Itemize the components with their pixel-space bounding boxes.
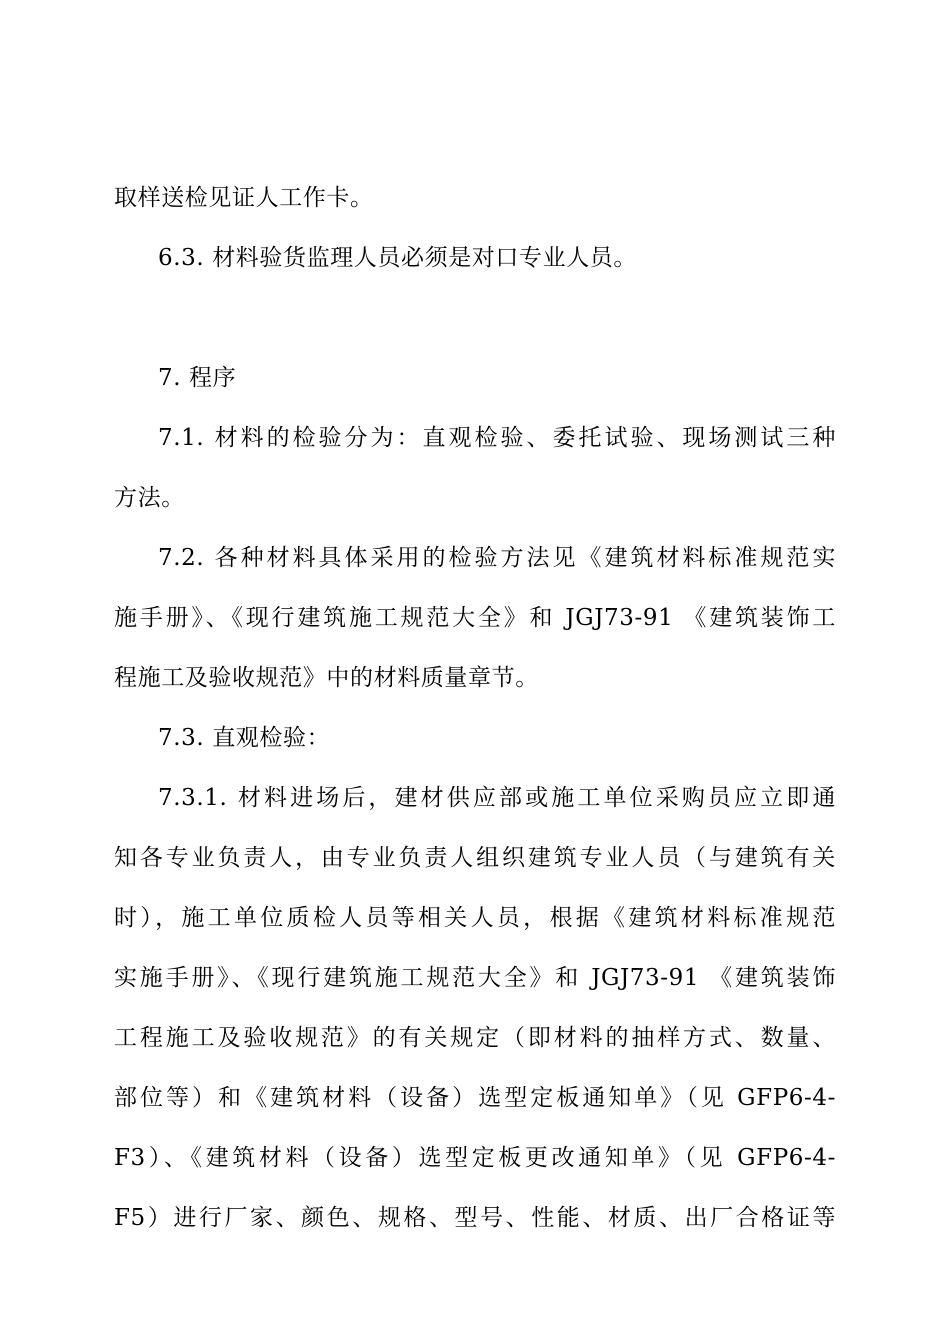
text-line: F3）、《建筑材料（设备）选型定板更改通知单》（见 GFP6-4-: [114, 1145, 836, 1171]
text-line: 部位等）和《建筑材料（设备）选型定板通知单》（见 GFP6-4-: [114, 1085, 836, 1111]
section-7-3: 7.3. 直观检验：: [158, 725, 331, 751]
section-7-2: 7.2. 各种材料具体采用的检验方法见《建筑材料标准规范实: [158, 545, 836, 571]
text-line: 程施工及验收规范》中的材料质量章节。: [114, 665, 539, 691]
text-line: 工程施工及验收规范》的有关规定（即材料的抽样方式、数量、: [114, 1025, 836, 1051]
text-line: 实施手册》、《现行建筑施工规范大全》和 JGJ73-91 《建筑装饰: [114, 965, 836, 991]
heading-7-procedure: 7. 程序: [158, 365, 237, 391]
text-line: 方法。: [114, 485, 185, 511]
text-line: 施手册》、《现行建筑施工规范大全》和 JGJ73-91 《建筑装饰工: [114, 605, 836, 631]
section-7-1: 7.1. 材料的检验分为：直观检验、委托试验、现场测试三种: [158, 425, 836, 451]
text-line: 取样送检见证人工作卡。: [114, 185, 374, 211]
text-line: F5）进行厂家、颜色、规格、型号、性能、材质、出厂合格证等: [114, 1205, 836, 1231]
section-6-3: 6.3. 材料验货监理人员必须是对口专业人员。: [158, 245, 637, 271]
text-line: 时），施工单位质检人员等相关人员，根据《建筑材料标准规范: [114, 905, 836, 931]
section-7-3-1: 7.3.1. 材料进场后，建材供应部或施工单位采购员应立即通: [158, 785, 836, 811]
text-line: 知各专业负责人，由专业负责人组织建筑专业人员（与建筑有关: [114, 845, 836, 871]
